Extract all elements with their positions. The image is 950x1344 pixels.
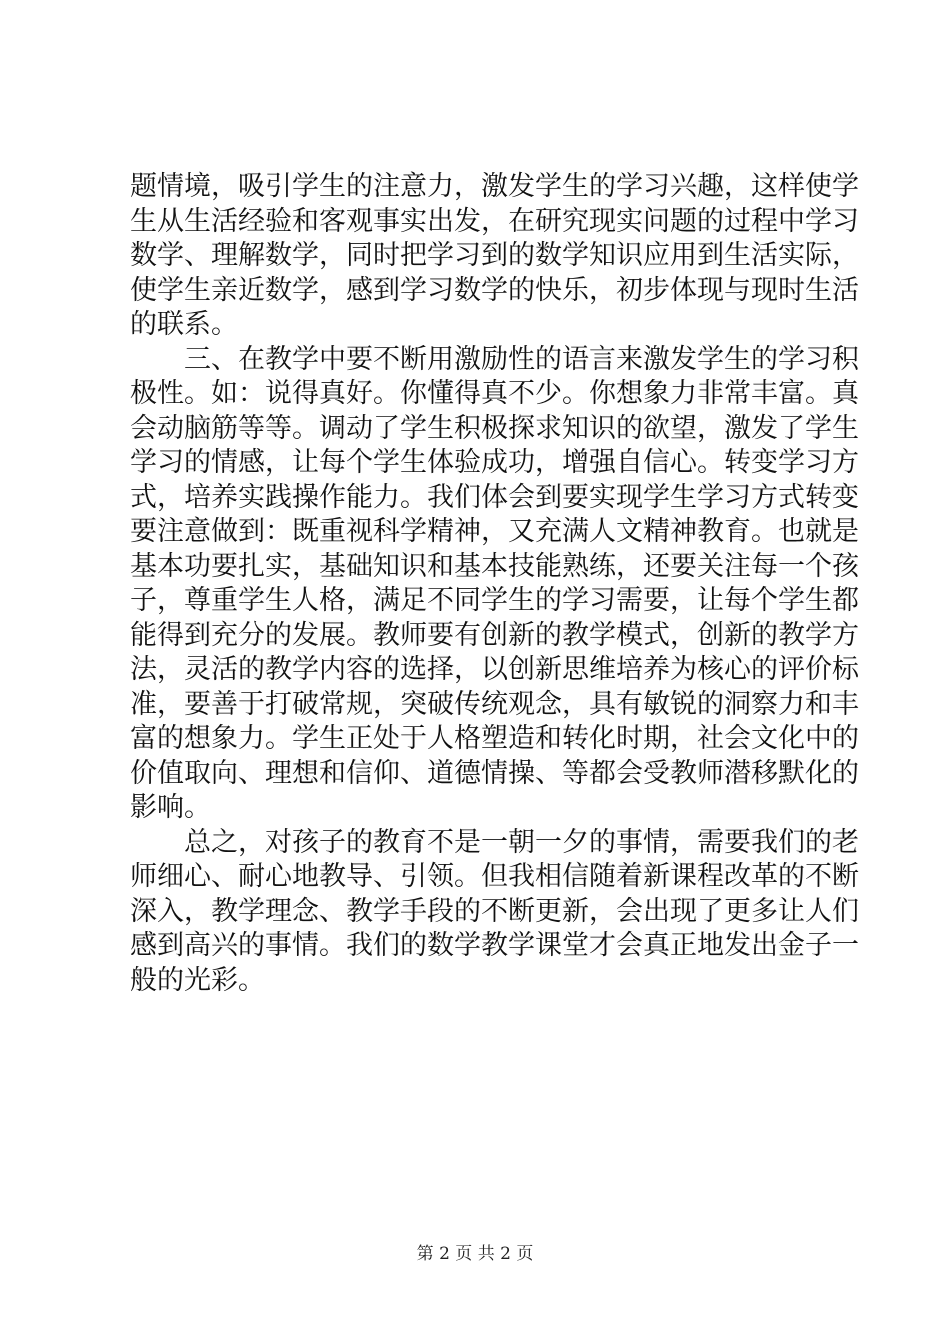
paragraph-line: 深入，教学理念、教学手段的不断更新，会出现了更多让人们 bbox=[130, 895, 859, 927]
paragraph-line: 子，尊重学生人格，满足不同学生的学习需要，让每个学生都 bbox=[130, 585, 859, 616]
paragraph-line: 的联系。 bbox=[130, 309, 238, 340]
paragraph-line: 总之，对孩子的教育不是一朝一夕的事情，需要我们的老 bbox=[184, 826, 859, 858]
paragraph-line: 三、在教学中要不断用激励性的语言来激发学生的学习积 bbox=[184, 343, 859, 375]
page-footer bbox=[0, 1244, 950, 1264]
page-number-indicator: 第 2 页 共 2 页 bbox=[416, 1244, 534, 1264]
paragraph-line: 准，要善于打破常规，突破传统观念，具有敏锐的洞察力和丰 bbox=[130, 688, 859, 720]
paragraph bbox=[130, 826, 859, 999]
paragraph-line: 要注意做到：既重视科学精神，又充满人文精神教育。也就是 bbox=[130, 516, 859, 547]
paragraph-line: 数学、理解数学，同时把学习到的数学知识应用到生活实际， bbox=[130, 240, 859, 271]
document-body bbox=[130, 170, 859, 998]
paragraph-line: 基本功要扎实，基础知识和基本技能熟练，还要关注每一个孩 bbox=[130, 550, 859, 582]
paragraph-line: 会动脑筋等等。调动了学生积极探求知识的欲望，激发了学生 bbox=[130, 412, 859, 444]
paragraph bbox=[130, 343, 859, 826]
paragraph-line: 式，培养实践操作能力。我们体会到要实现学生学习方式转变 bbox=[130, 481, 859, 513]
paragraph-line: 使学生亲近数学，感到学习数学的快乐，初步体现与现时生活 bbox=[130, 274, 859, 306]
paragraph-line: 生从生活经验和客观事实出发，在研究现实问题的过程中学习 bbox=[130, 205, 859, 237]
paragraph-line: 师细心、耐心地教导、引领。但我相信随着新课程改革的不断 bbox=[130, 861, 859, 892]
paragraph-line: 能得到充分的发展。教师要有创新的教学模式，创新的教学方 bbox=[130, 619, 859, 651]
paragraph-line: 学习的情感，让每个学生体验成功，增强自信心。转变学习方 bbox=[130, 447, 859, 478]
paragraph-line: 法，灵活的教学内容的选择，以创新思维培养为核心的评价标 bbox=[130, 654, 859, 685]
paragraph-line: 极性。如：说得真好。你懂得真不少。你想象力非常丰富。真 bbox=[130, 378, 859, 409]
paragraph-line: 价值取向、理想和信仰、道德情操、等都会受教师潜移默化的 bbox=[130, 757, 859, 789]
paragraph-line: 般的光彩。 bbox=[130, 964, 265, 996]
paragraph-line: 富的想象力。学生正处于人格塑造和转化时期，社会文化中的 bbox=[130, 723, 859, 754]
paragraph-line: 感到高兴的事情。我们的数学教学课堂才会真正地发出金子一 bbox=[130, 930, 859, 961]
paragraph-line: 题情境，吸引学生的注意力，激发学生的学习兴趣，这样使学 bbox=[130, 171, 859, 202]
paragraph-line: 影响。 bbox=[130, 792, 211, 823]
paragraph bbox=[130, 170, 859, 343]
